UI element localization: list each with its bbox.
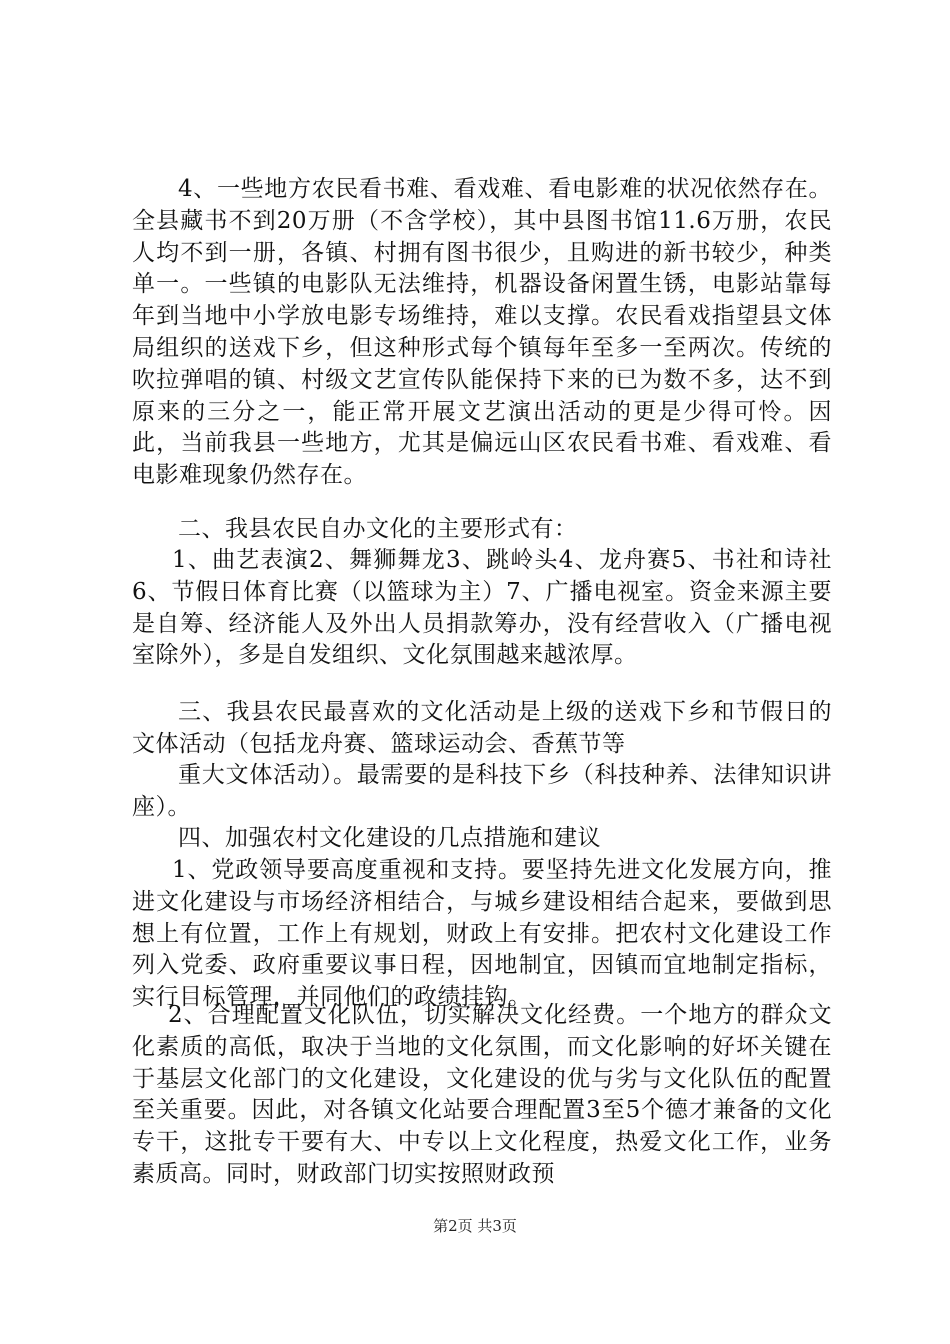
paragraph-item-4: 4、一些地方农民看书难、看戏难、看电影难的状况依然存在。全县藏书不到20万册（不含学校），其中县图书馆11.6万册，农民人均不到一册，各镇、村拥有图书很少，且购进的新书较少，种类单一。一些镇的电影队无法维持，机器设备闲置生锈，电影站靠每年到当地中小学放电影专场维持，难以支撑。农民看戏指望县文体局组织的送戏下乡，但这种形式每个镇每年至多一至两次。传统的吹拉弹唱的镇、村级文艺宣传队能保持下来的已为数不多，达不到原来的三分之一，能正常开展文艺演出活动的更是少得可怜。因此，当前我县一些地方，尤其是偏远山区农民看书难、看戏难、看电影难现象仍然存在。 <box>132 176 832 489</box>
page-number-footer: 第2页 共3页 <box>433 1217 517 1235</box>
paragraph-measure-1: 1、党政领导要高度重视和支持。要坚持先进文化发展方向，推进文化建设与市场经济相结合，与城乡建设相结合起来，要做到思想上有位置，工作上有规划，财政上有安排。把农村文化建设工作列入党委、政府重要议事日程，因地制宜，因镇而宜地制定指标，实行目标管理，并同他们的政绩挂钩。 <box>132 857 832 1011</box>
section-heading-2: 二、我县农民自办文化的主要形式有： <box>178 516 578 542</box>
section-heading-4: 四、加强农村文化建设的几点措施和建议 <box>178 825 601 851</box>
paragraph-forms-list: 1、曲艺表演2、舞狮舞龙3、跳岭头4、龙舟赛5、书社和诗社6、节假日体育比赛（以篮球为主）7、广播电视室。资金来源主要是自筹、经济能人及外出人员捐款筹办，没有经营收入（广播电视室除外），多是自发组织、文化氛围越来越浓厚。 <box>132 547 832 669</box>
paragraph-continuation: 重大文体活动）。最需要的是科技下乡（科技种养、法律知识讲座）。 <box>132 762 832 820</box>
paragraph-measure-2: 2、合理配置文化队伍，切实解决文化经费。一个地方的群众文化素质的高低，取决于当地的文化氛围，而文化影响的好坏关键在于基层文化部门的文化建设，文化建设的优与劣与文化队伍的配置至关重要。因此，对各镇文化站要合理配置3至5个德才兼备的文化专干，这批专干要有大、中专以上文化程度，热爱文化工作，业务素质高。同时，财政部门切实按照财政预 <box>132 1002 832 1187</box>
section-heading-3: 三、我县农民最喜欢的文化活动是上级的送戏下乡和节假日的文体活动（包括龙舟赛、篮球运动会、香蕉节等 <box>132 699 832 757</box>
